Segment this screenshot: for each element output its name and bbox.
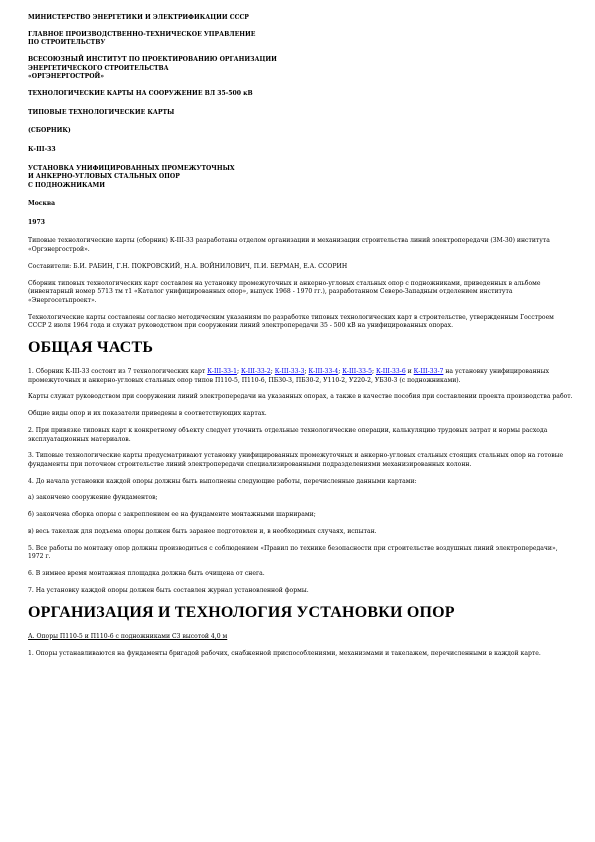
paragraph-text: 1. Сборник К-III-33 состоит из 7 технологических карт xyxy=(28,367,208,375)
publication-year: 1973 xyxy=(28,218,45,226)
subject-heading xyxy=(28,165,573,191)
subject-line-3: С ПОДНОЖНИКАМИ xyxy=(28,181,106,189)
general-paragraph-5: 3. Типовые технологические карты предусматривают установку унифицированных промежуточных и анкерно-угловых стальных стоящих стальных опор на готовые фундаменты при поточном строительстве линий электропередачи специализированными подразделениями механизированных колонн. xyxy=(28,452,564,468)
general-paragraph-9: 7. На установку каждой опоры должен быть составлен журнал установленной формы. xyxy=(28,586,309,594)
separator: ; xyxy=(304,367,309,375)
separator: ; xyxy=(338,367,343,375)
department-line-2: ПО СТРОИТЕЛЬСТВУ xyxy=(28,39,106,47)
separator: ; xyxy=(270,367,275,375)
intro-authors: Составители: Б.И. РАБИН, Г.Н. ПОКРОВСКИЙ, Н.А. ВОЙНИЛОВИЧ, П.И. БЕРМАН, Е.А. ССОРИН xyxy=(28,262,348,270)
document-code: К-III-33 xyxy=(28,145,56,153)
intro-compliance: Технологические карты составлены согласно методическим указаниям по разработке типовых технологических карт в строительстве, утвержденным Госстроем СССР 2 июля 1964 года и служат руководством при сооружении линий электропередачи 35 - 500 кВ на унифицированных опорах. xyxy=(28,313,554,330)
general-paragraph-4: 2. При привязке типовых карт к конкретному объекту следует уточнить отдельные технологические операции, калькуляцию трудовых затрат и нормы расхода эксплуатационных материалов. xyxy=(28,426,548,443)
general-paragraph-6: 4. До начала установки каждой опоры должны быть выполнены следующие работы, перечисленные данными картами: xyxy=(28,477,417,485)
document-subtitle: ТИПОВЫЕ ТЕХНОЛОГИЧЕСКИЕ КАРТЫ xyxy=(28,108,175,116)
department-line-1: ГЛАВНОЕ ПРОИЗВОДСТВЕННО-ТЕХНИЧЕСКОЕ УПРАВЛЕНИЕ xyxy=(28,30,256,38)
institute-heading xyxy=(28,56,573,82)
intro-developed: Типовые технологические карты (сборник) К-III-33 разработаны отделом организации и механизации строительства линий электропередачи (ЗМ-30) института «Оргэнергострой». xyxy=(28,237,550,254)
section-organization-title: ОРГАНИЗАЦИЯ И ТЕХНОЛОГИЯ УСТАНОВКИ ОПОР xyxy=(28,603,455,621)
subject-line-2: И АНКЕРНО-УГЛОВЫХ СТАЛЬНЫХ ОПОР xyxy=(28,173,180,181)
card-link-2[interactable]: К-III-33-2 xyxy=(240,367,271,375)
general-item-b: б) закончена сборка опоры с закреплением ее на фундаменте монтажными шарнирами; xyxy=(28,511,316,519)
section-general-title: ОБЩАЯ ЧАСТЬ xyxy=(28,338,154,356)
institute-line-2: ЭНЕРГЕТИЧЕСКОГО СТРОИТЕЛЬСТВА xyxy=(28,64,169,72)
department-heading xyxy=(28,31,573,48)
publication-city: Москва xyxy=(28,200,56,208)
card-link-5[interactable]: К-III-33-5 xyxy=(342,367,372,375)
card-link-3[interactable]: К-III-33-3 xyxy=(274,367,305,375)
general-paragraph-2: Карты служат руководством при сооружении линий электропередачи на указанных опорах, а также в качестве пособия при составлении проекта производства работ. xyxy=(28,393,573,401)
document-title: ТЕХНОЛОГИЧЕСКИЕ КАРТЫ НА СООРУЖЕНИЕ ВЛ 35-500 кВ xyxy=(28,90,253,98)
ministry-heading: МИНИСТЕРСТВО ЭНЕРГЕТИКИ И ЭЛЕКТРИФИКАЦИИ СССР xyxy=(28,14,249,21)
card-link-7[interactable]: К-III-33-7 xyxy=(413,367,444,375)
card-link-4[interactable]: К-III-33-4 xyxy=(308,367,339,375)
organization-paragraph-1: 1. Опоры устанавливаются на фундаменты бригадой рабочих, снабженной приспособлениями, механизмами и такелажем, перечисленными в каждой карте. xyxy=(28,649,541,657)
intro-composition: Сборник типовых технологических карт составлен на установку промежуточных и анкерно-угловых стальных опор с подножниками, приведенных в альбоме (инвентарный номер 5713 тм т1 «Каталог унифицированных опор», выпуск 1968 - 1970 гг.), разработанном Северо-Западным отделением института «Энергосетьпроект». xyxy=(28,279,541,304)
separator: ; xyxy=(371,367,376,375)
institute-line-1: ВСЕСОЮЗНЫЙ ИНСТИТУТ ПО ПРОЕКТИРОВАНИЮ ОРГАНИЗАЦИИ xyxy=(28,56,277,64)
institute-line-3: «ОРГЭНЕРГОСТРОЙ» xyxy=(28,73,105,81)
card-link-6[interactable]: К-III-33-6 xyxy=(375,367,406,375)
collection-label: (СБОРНИК) xyxy=(28,127,71,135)
subject-line-1: УСТАНОВКА УНИФИЦИРОВАННЫХ ПРОМЕЖУТОЧНЫХ xyxy=(28,164,235,172)
card-link-1[interactable]: К-III-33-1 xyxy=(207,367,237,375)
paragraph-text: на установку унифицированных промежуточных и анкерно-угловых стальных опор типов П110-5, П110-6, ПБ30-3, ПБ30-2, У110-2, У220-2, УБ30-3 (с подножниками). xyxy=(28,367,550,384)
general-paragraph-7: 5. Все работы по монтажу опор должны производиться с соблюдением «Правил по технике безопасности при строительстве воздушных линий электропередачи», 1972 г. xyxy=(28,544,558,561)
general-item-c: в) весь такелаж для подъема опоры должен быть заранее подготовлен и, в необходимых случаях, испытан. xyxy=(28,528,377,535)
general-item-a: а) закончено сооружение фундаментов; xyxy=(28,494,158,502)
section-organization-subtitle: А. Опоры П110-5 и П110-6 с подножниками С3 высотой 4,0 м xyxy=(28,632,228,640)
separator: ; xyxy=(236,367,241,375)
general-paragraph-1 xyxy=(28,368,573,385)
conjunction: и xyxy=(405,367,414,375)
general-paragraph-3: Общие виды опор и их показатели приведены в соответствующих картах. xyxy=(28,410,267,418)
general-paragraph-8: 6. В зимнее время монтажная площадка должна быть очищена от снега. xyxy=(28,570,265,578)
